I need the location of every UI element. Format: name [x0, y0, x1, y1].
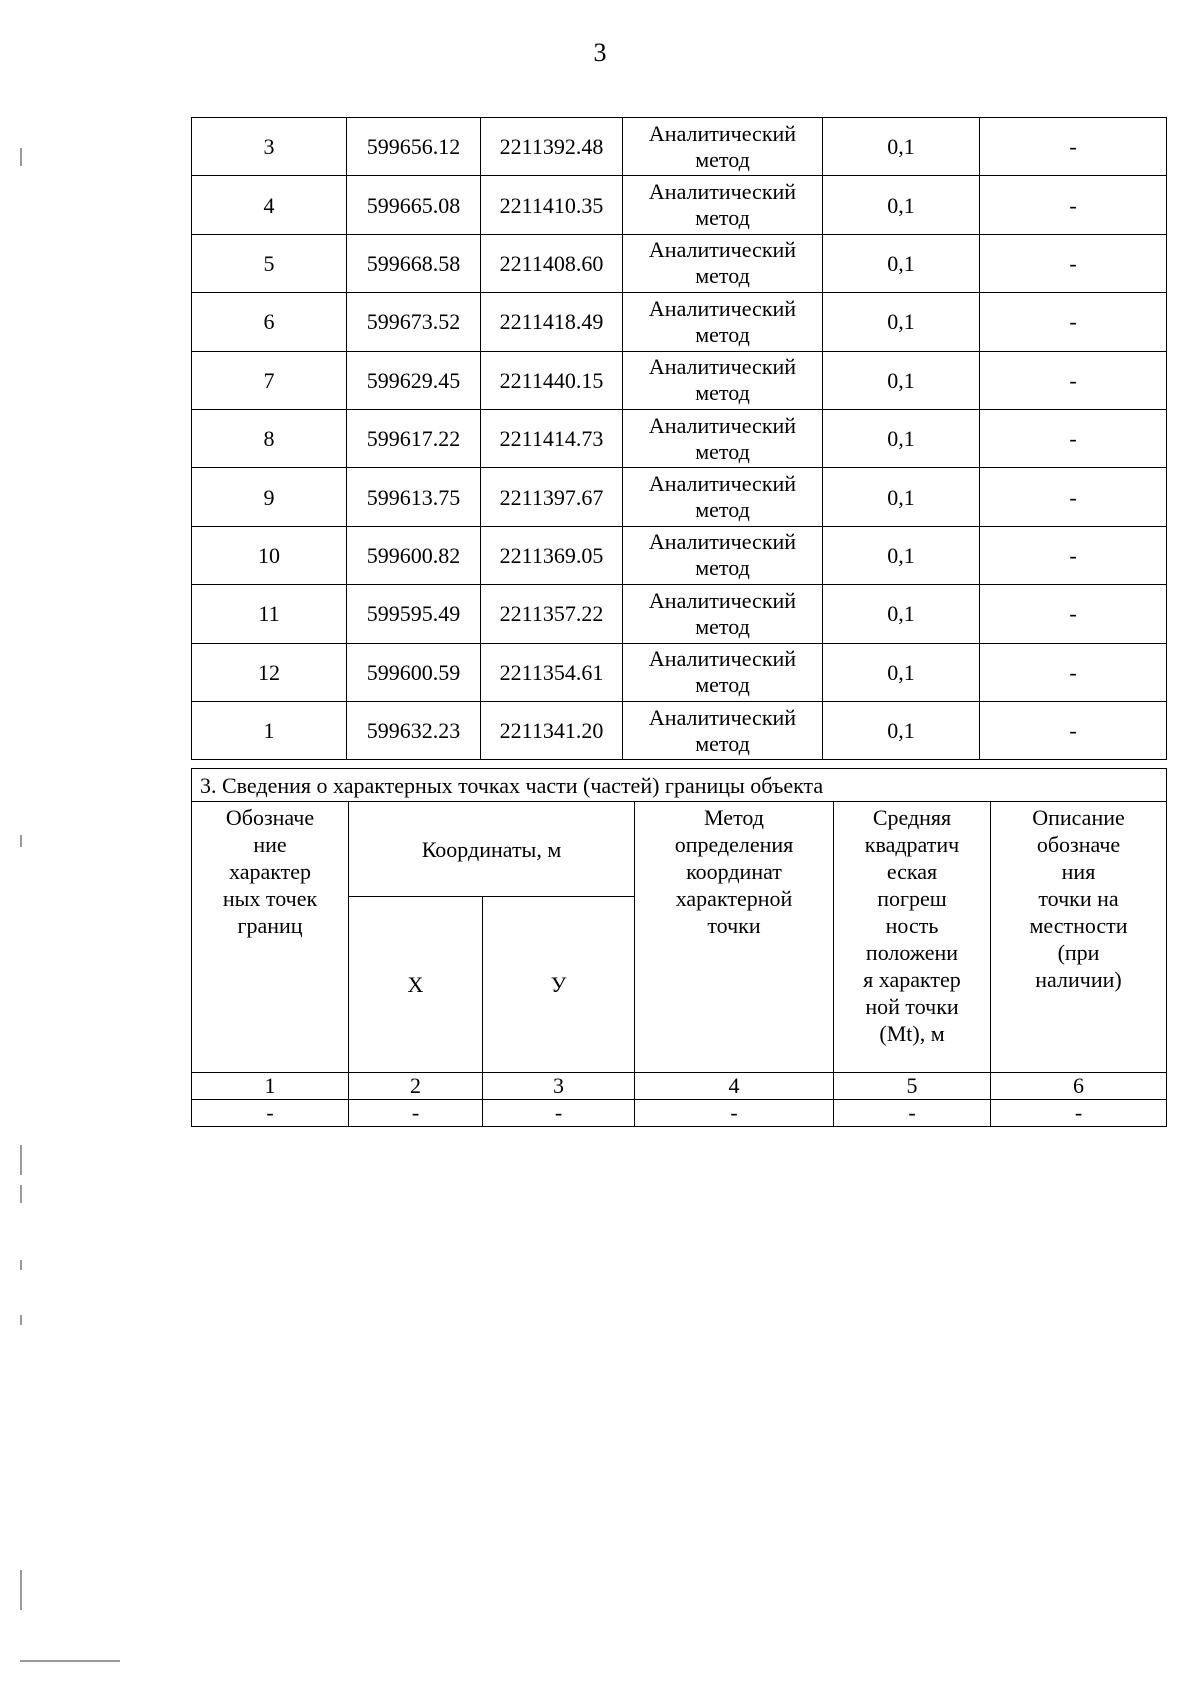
error-value: 0,1 — [823, 234, 980, 292]
column-numbers-row — [192, 1073, 1167, 1100]
method-line: Аналитический — [648, 471, 797, 497]
empty-cell: - — [834, 1100, 991, 1127]
header-line: еская — [886, 859, 938, 884]
method-cell — [623, 351, 823, 409]
header-line: наличии) — [1035, 967, 1122, 992]
scan-mark — [20, 835, 22, 847]
scan-mark — [20, 1660, 120, 1662]
section3-title: 3. Сведения о характерных точках части (частей) границы объекта — [192, 769, 1167, 802]
header-line: ния — [1061, 859, 1096, 884]
error-value: 0,1 — [823, 526, 980, 584]
coordinate-row — [192, 468, 1167, 526]
coordinate-x: 599632.23 — [347, 701, 481, 759]
header-line: характерной — [675, 886, 793, 911]
method-cell — [623, 701, 823, 759]
point-number: 12 — [192, 643, 347, 701]
point-number: 9 — [192, 468, 347, 526]
error-value: 0,1 — [823, 701, 980, 759]
column-number: 5 — [834, 1073, 991, 1100]
coordinate-y: 2211408.60 — [481, 234, 623, 292]
header-line: обозначе — [1036, 832, 1121, 857]
scan-mark — [20, 148, 22, 166]
empty-cell: - — [483, 1100, 635, 1127]
empty-cell: - — [635, 1100, 834, 1127]
description-value: - — [980, 409, 1167, 467]
point-number: 10 — [192, 526, 347, 584]
header-x: X — [349, 897, 483, 1073]
point-number: 4 — [192, 176, 347, 234]
method-line: Аналитический — [648, 179, 797, 205]
header-line: Средняя — [872, 805, 952, 830]
point-number: 11 — [192, 585, 347, 643]
header-line: точки на — [1038, 886, 1119, 911]
description-value: - — [980, 176, 1167, 234]
method-line: метод — [695, 263, 750, 289]
method-line: Аналитический — [648, 120, 797, 146]
coordinate-x: 599617.22 — [347, 409, 481, 467]
method-cell — [623, 643, 823, 701]
method-line: Аналитический — [648, 295, 797, 321]
scan-mark — [20, 1570, 22, 1610]
method-line: метод — [695, 205, 750, 231]
section3-table — [191, 768, 1167, 1127]
method-line: Аналитический — [648, 412, 797, 438]
header-description — [991, 802, 1167, 1073]
column-number: 3 — [483, 1073, 635, 1100]
method-line: Аналитический — [648, 587, 797, 613]
coordinate-x: 599656.12 — [347, 118, 481, 176]
coordinate-y: 2211440.15 — [481, 351, 623, 409]
header-line: Метод — [704, 805, 764, 830]
empty-cell: - — [192, 1100, 349, 1127]
header-line: квадратич — [864, 832, 960, 857]
coordinate-row — [192, 118, 1167, 176]
header-line: ность — [885, 913, 939, 938]
description-value: - — [980, 118, 1167, 176]
header-line: определения — [674, 832, 794, 857]
method-cell — [623, 409, 823, 467]
coordinate-y: 2211369.05 — [481, 526, 623, 584]
header-line: ных точек — [222, 886, 318, 911]
description-value: - — [980, 351, 1167, 409]
coordinate-row — [192, 585, 1167, 643]
header-line: характер — [228, 859, 312, 884]
error-value: 0,1 — [823, 409, 980, 467]
column-number: 6 — [991, 1073, 1167, 1100]
empty-cell: - — [349, 1100, 483, 1127]
method-line: Аналитический — [648, 354, 797, 380]
error-value: 0,1 — [823, 351, 980, 409]
description-value: - — [980, 293, 1167, 351]
header-line: ние — [253, 832, 287, 857]
coordinate-x: 599668.58 — [347, 234, 481, 292]
header-coordinates: Координаты, м — [349, 802, 635, 897]
header-y: У — [483, 897, 635, 1073]
column-number: 4 — [635, 1073, 834, 1100]
empty-data-row — [192, 1100, 1167, 1127]
point-number: 7 — [192, 351, 347, 409]
method-line: Аналитический — [648, 646, 797, 672]
method-cell — [623, 118, 823, 176]
header-line: Обозначе — [225, 805, 315, 830]
page-number: 3 — [593, 38, 607, 67]
method-cell — [623, 234, 823, 292]
point-number: 8 — [192, 409, 347, 467]
header-line: Описание — [1032, 805, 1125, 830]
coordinate-y: 2211418.49 — [481, 293, 623, 351]
error-value: 0,1 — [823, 643, 980, 701]
coordinate-row — [192, 643, 1167, 701]
coordinate-x: 599595.49 — [347, 585, 481, 643]
error-value: 0,1 — [823, 118, 980, 176]
header-error — [834, 802, 991, 1073]
point-number: 3 — [192, 118, 347, 176]
method-line: метод — [695, 438, 750, 464]
method-line: метод — [695, 380, 750, 406]
method-line: Аналитический — [648, 237, 797, 263]
error-value: 0,1 — [823, 176, 980, 234]
header-line: ной точки — [865, 994, 959, 1019]
error-value: 0,1 — [823, 468, 980, 526]
point-number: 6 — [192, 293, 347, 351]
coordinate-row — [192, 701, 1167, 759]
header-line: местности — [1029, 913, 1128, 938]
header-line: (при — [1057, 940, 1100, 965]
point-number: 5 — [192, 234, 347, 292]
coordinate-row — [192, 409, 1167, 467]
method-cell — [623, 293, 823, 351]
coordinate-row — [192, 176, 1167, 234]
coordinate-row — [192, 526, 1167, 584]
coordinate-y: 2211341.20 — [481, 701, 623, 759]
coordinate-row — [192, 293, 1167, 351]
coordinate-y: 2211414.73 — [481, 409, 623, 467]
method-line: метод — [695, 497, 750, 523]
scan-mark — [20, 1145, 22, 1175]
method-line: Аналитический — [648, 704, 797, 730]
method-line: метод — [695, 321, 750, 347]
header-line: границ — [237, 913, 303, 938]
method-cell — [623, 468, 823, 526]
coordinate-x: 599665.08 — [347, 176, 481, 234]
column-number: 1 — [192, 1073, 349, 1100]
header-line: положени — [865, 940, 959, 965]
description-value: - — [980, 701, 1167, 759]
description-value: - — [980, 234, 1167, 292]
header-line: погреш — [877, 886, 947, 911]
coordinates-table — [191, 117, 1167, 760]
coordinate-y: 2211410.35 — [481, 176, 623, 234]
method-line: метод — [695, 672, 750, 698]
coordinate-y: 2211397.67 — [481, 468, 623, 526]
header-line: (Mt), м — [879, 1021, 945, 1046]
coordinate-row — [192, 351, 1167, 409]
header-line: координат — [686, 859, 782, 884]
coordinate-x: 599600.82 — [347, 526, 481, 584]
header-point-designation — [192, 802, 349, 1073]
coordinate-x: 599629.45 — [347, 351, 481, 409]
method-line: метод — [695, 613, 750, 639]
coordinate-y: 2211357.22 — [481, 585, 623, 643]
scan-mark — [20, 1315, 22, 1325]
description-value: - — [980, 643, 1167, 701]
description-value: - — [980, 585, 1167, 643]
description-value: - — [980, 468, 1167, 526]
coordinate-x: 599600.59 — [347, 643, 481, 701]
method-cell — [623, 526, 823, 584]
header-line: я характер — [863, 967, 961, 992]
scan-mark — [20, 1260, 22, 1270]
coordinate-row — [192, 234, 1167, 292]
coordinate-y: 2211392.48 — [481, 118, 623, 176]
empty-cell: - — [991, 1100, 1167, 1127]
scan-mark — [20, 1185, 22, 1203]
method-line: метод — [695, 555, 750, 581]
method-cell — [623, 176, 823, 234]
method-cell — [623, 585, 823, 643]
coordinate-y: 2211354.61 — [481, 643, 623, 701]
method-line: метод — [695, 730, 750, 756]
coordinate-x: 599613.75 — [347, 468, 481, 526]
point-number: 1 — [192, 701, 347, 759]
method-line: метод — [695, 146, 750, 172]
coordinate-x: 599673.52 — [347, 293, 481, 351]
header-line: точки — [707, 913, 761, 938]
method-line: Аналитический — [648, 529, 797, 555]
header-method — [635, 802, 834, 1073]
description-value: - — [980, 526, 1167, 584]
error-value: 0,1 — [823, 585, 980, 643]
error-value: 0,1 — [823, 293, 980, 351]
column-number: 2 — [349, 1073, 483, 1100]
